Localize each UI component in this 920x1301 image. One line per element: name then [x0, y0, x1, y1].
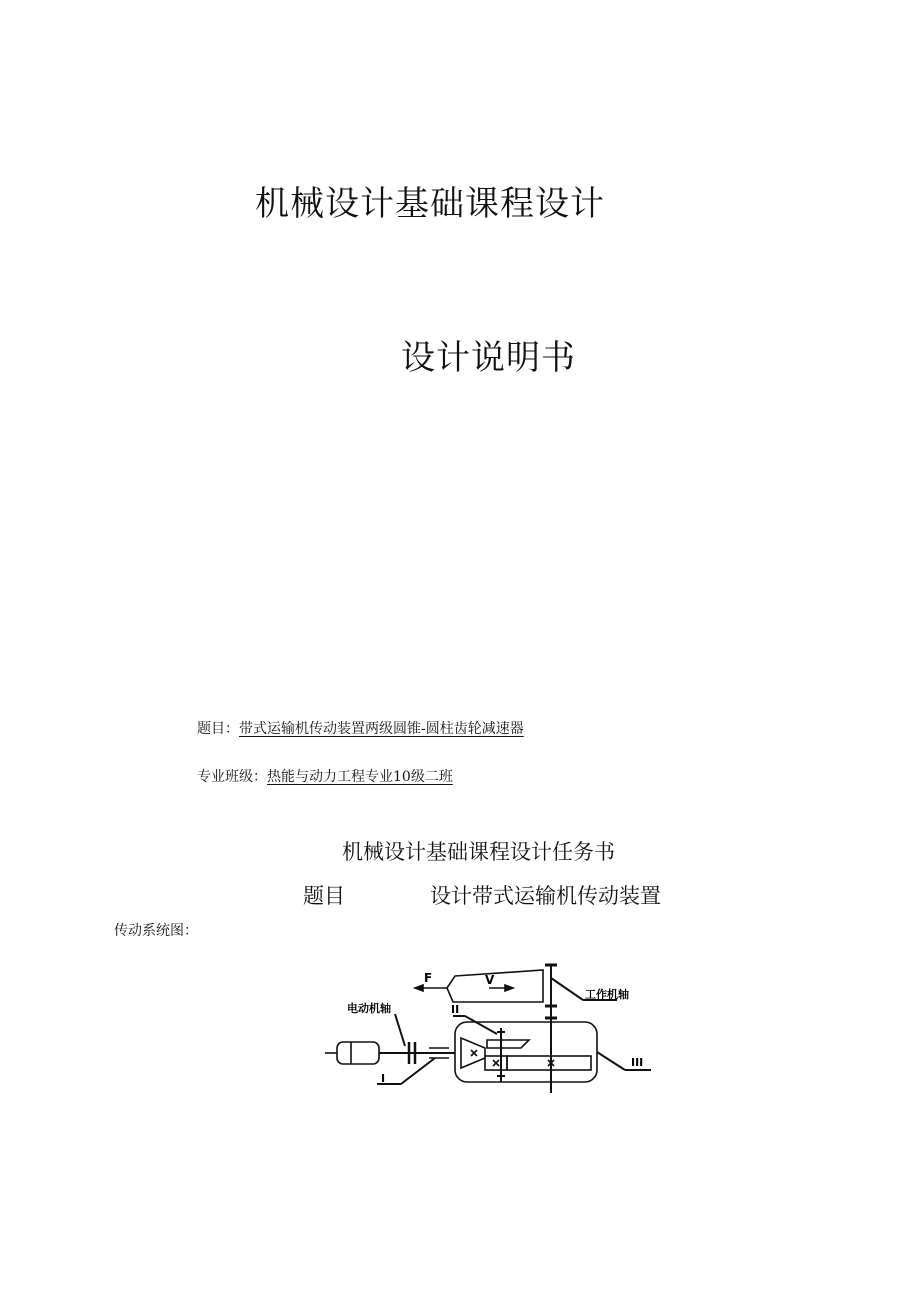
motor-shaft-label: 电动机轴	[347, 1002, 391, 1015]
velocity-arrow-head	[505, 985, 513, 991]
conveyor-belt	[447, 970, 543, 1002]
f-label: F	[424, 971, 433, 985]
gearbox-housing	[455, 1022, 597, 1082]
cover-title: 机械设计基础课程设计	[255, 184, 605, 224]
class-label: 专业班级：	[197, 769, 267, 785]
shaft-1-label: I	[381, 1072, 386, 1085]
diagram-label: 传动系统图：	[114, 923, 198, 939]
task-topic-value: 设计带式运输机传动装置	[430, 884, 661, 908]
v-label: V	[485, 973, 495, 987]
bevel-gear-mate	[487, 1040, 529, 1048]
task-book-title: 机械设计基础课程设计任务书	[342, 840, 615, 864]
shaft-2-label: II	[451, 1003, 460, 1016]
transmission-diagram	[325, 958, 665, 1098]
work-shaft-label: 工作机轴	[585, 988, 629, 1001]
topic-label: 题目：	[197, 721, 239, 737]
motor-body	[337, 1042, 379, 1064]
class-field	[197, 766, 453, 786]
spur-gear-large	[507, 1056, 591, 1070]
topic-field	[197, 718, 524, 738]
cover-subtitle: 设计说明书	[401, 338, 576, 378]
shaft-3-label: III	[631, 1056, 644, 1069]
topic-value: 带式运输机传动装置两级圆锥-圆柱齿轮减速器	[239, 721, 524, 737]
task-topic-label: 题目	[303, 884, 345, 908]
force-arrow-head	[415, 985, 423, 991]
class-value: 热能与动力工程专业10级二班	[267, 769, 453, 785]
